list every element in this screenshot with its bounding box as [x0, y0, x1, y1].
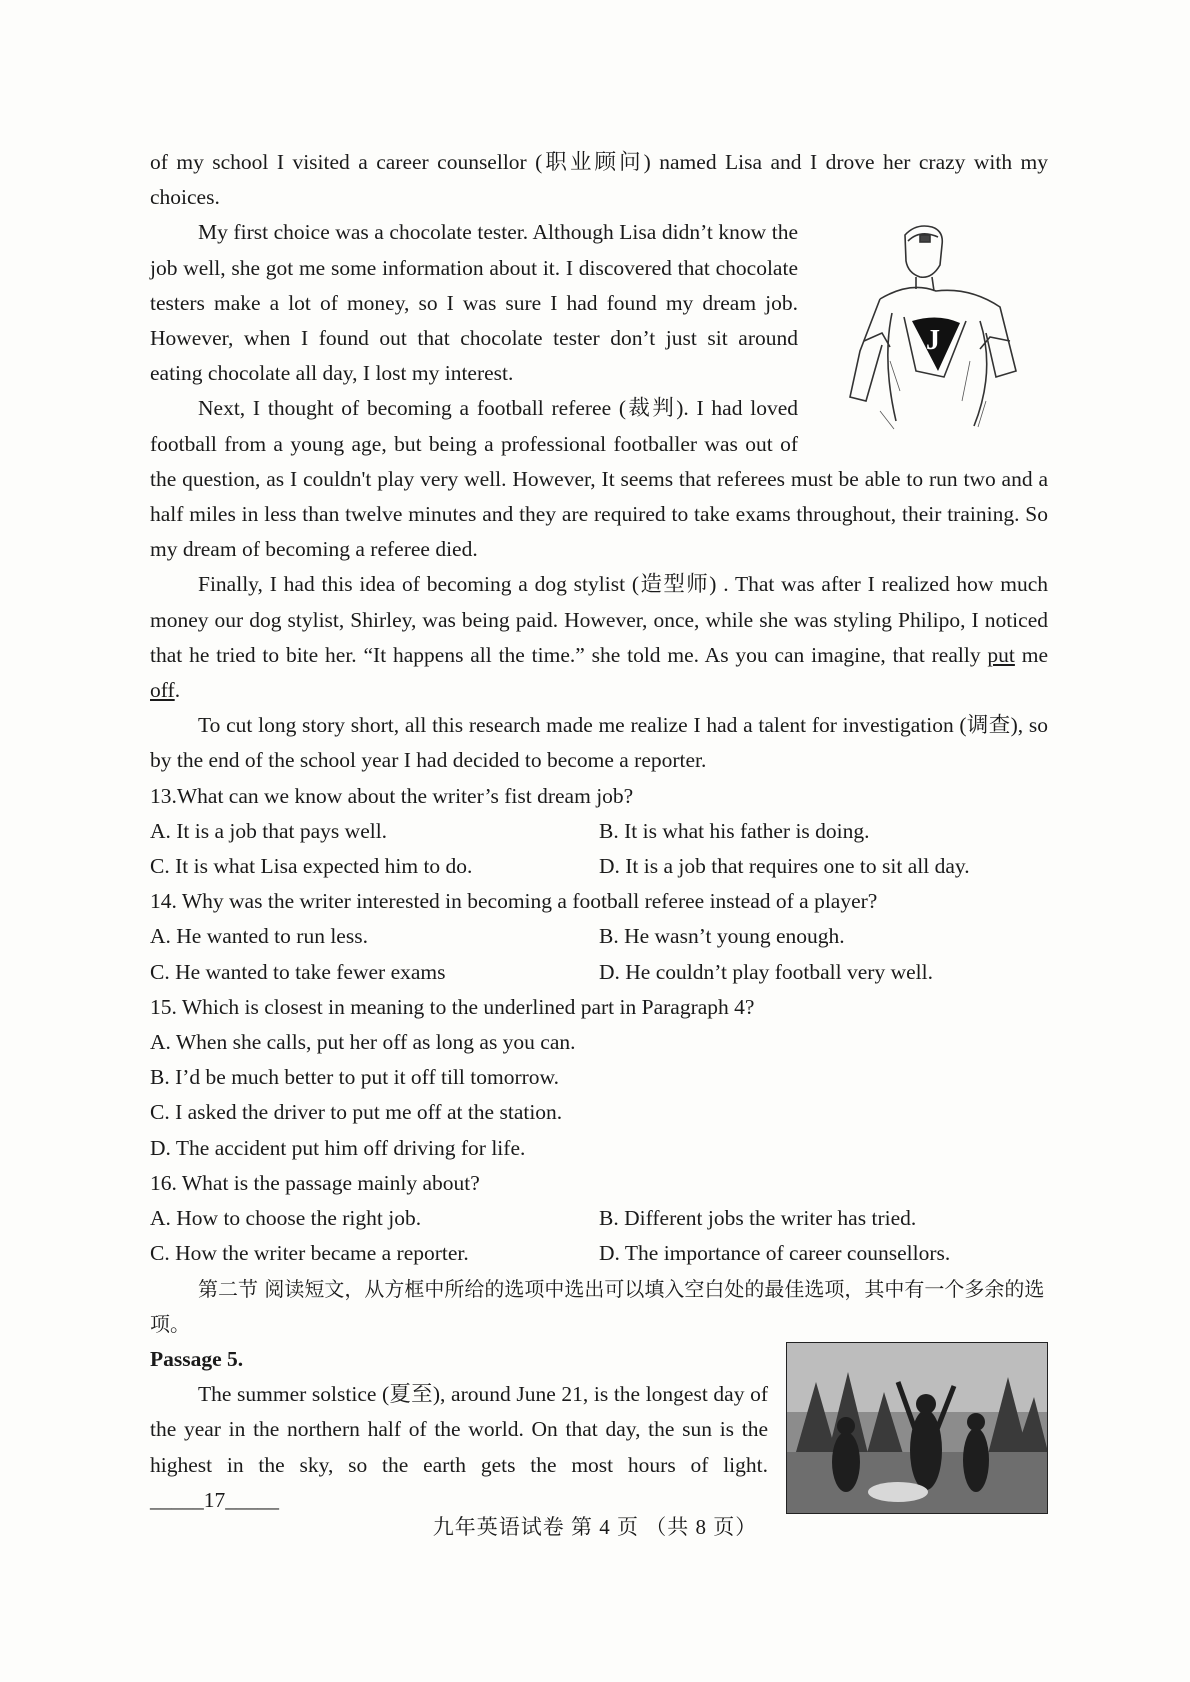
passage-5-paragraph: The summer solstice (夏至), around June 21, is the longest day of the year in the northern half of the world. On that day, the sun is the highest in the sky, so the earth gets the most hours of light. _____17_____ — [150, 1382, 768, 1512]
paragraph-4-end: . — [174, 678, 181, 703]
option-b: B. I’d be much better to put it off till tomorrow. — [150, 1065, 560, 1090]
page-footer: 九年英语试卷 第 4 页 （共 8 页） — [432, 1515, 758, 1539]
option-c: C. He wanted to take fewer exams — [150, 959, 446, 984]
underlined-word-off: off — [150, 678, 175, 703]
svg-text:J: J — [926, 325, 940, 357]
exam-page — [150, 145, 1048, 1518]
paragraph-4-mid: me — [1014, 642, 1048, 667]
option-c: C. How the writer became a reporter. — [150, 1241, 469, 1266]
passage-5-title: Passage 5. — [150, 1346, 244, 1371]
passage-5 — [150, 1342, 1048, 1518]
option-c: C. I asked the driver to put me off at the station. — [150, 1100, 563, 1125]
question-13-options — [150, 849, 1048, 884]
option-a: A. How to choose the right job. — [150, 1206, 422, 1231]
option-a: A. It is a job that pays well. — [150, 818, 388, 843]
question-14-stem: 14. Why was the writer interested in becoming a football referee instead of a player? — [150, 889, 878, 914]
question-14-options — [150, 955, 1048, 990]
superhero-illustration — [820, 221, 1048, 431]
paragraph-5: To cut long story short, all this research made me realize I had a talent for investigation (调查), so by the end of the school year I had decided to become a reporter. — [150, 713, 1048, 773]
question-16-options — [150, 1201, 1048, 1236]
paragraph-3: Next, I thought of becoming a football referee (裁判). I had loved football from a young age, but being a professional footballer was out of the question, as I couldn't play very well. However, It seems that referees must be able to run two and a half miles in less than twelve minutes and they are required to take exams throughout, their training. So my dream of becoming a referee died. — [150, 396, 1048, 562]
option-d: D. The importance of career counsellors. — [599, 1241, 951, 1266]
question-15-stem: 15. Which is closest in meaning to the underlined part in Paragraph 4? — [150, 994, 755, 1019]
option-b: B. It is what his father is doing. — [599, 818, 870, 843]
question-13-stem: 13.What can we know about the writer’s fist dream job? — [150, 783, 634, 808]
underlined-word-put: put — [987, 642, 1015, 667]
bonfire-dance-photo — [786, 1342, 1048, 1514]
option-b: B. Different jobs the writer has tried. — [599, 1206, 917, 1231]
paragraph-2-text: My first choice was a chocolate tester. Although Lisa didn’t know the job well, she got me some information about it. I discovered that chocolate testers make a lot of money, so I was sure I had found my dream job. However, when I found out that chocolate tester don’t just sit around eating chocolate all day, I lost my interest. — [150, 220, 798, 386]
paragraph-4 — [150, 567, 1048, 708]
section-2-instruction: 第二节 阅读短文，从方框中所给的选项中选出可以填入空白处的最佳选项，其中有一个多余的选项。 — [150, 1276, 1045, 1336]
option-b: B. He wasn’t young enough. — [599, 924, 845, 949]
question-16-stem: 16. What is the passage mainly about? — [150, 1170, 480, 1195]
option-a: A. When she calls, put her off as long as you can. — [150, 1030, 576, 1055]
question-16-options — [150, 1236, 1048, 1271]
paragraph-1: of my school I visited a career counsellor (职业顾问) named Lisa and I drove her crazy with my choices. — [150, 150, 1048, 210]
option-a: A. He wanted to run less. — [150, 924, 368, 949]
paragraph-4-text: Finally, I had this idea of becoming a dog stylist (造型师) . That was after I realized how much money our dog stylist, Shirley, was being paid. However, once, while she was styling Philipo, I noticed that he tried to bite her. “It happens all the time.” she told me. As you can imagine, that really — [150, 572, 1048, 667]
option-d: D. He couldn’t play football very well. — [599, 959, 933, 984]
question-13-options — [150, 814, 1048, 849]
question-14-options — [150, 919, 1048, 954]
option-d: D. The accident put him off driving for life. — [150, 1135, 526, 1160]
paragraph-2 — [150, 215, 1048, 391]
option-c: C. It is what Lisa expected him to do. — [150, 854, 473, 879]
option-d: D. It is a job that requires one to sit all day. — [599, 854, 970, 879]
